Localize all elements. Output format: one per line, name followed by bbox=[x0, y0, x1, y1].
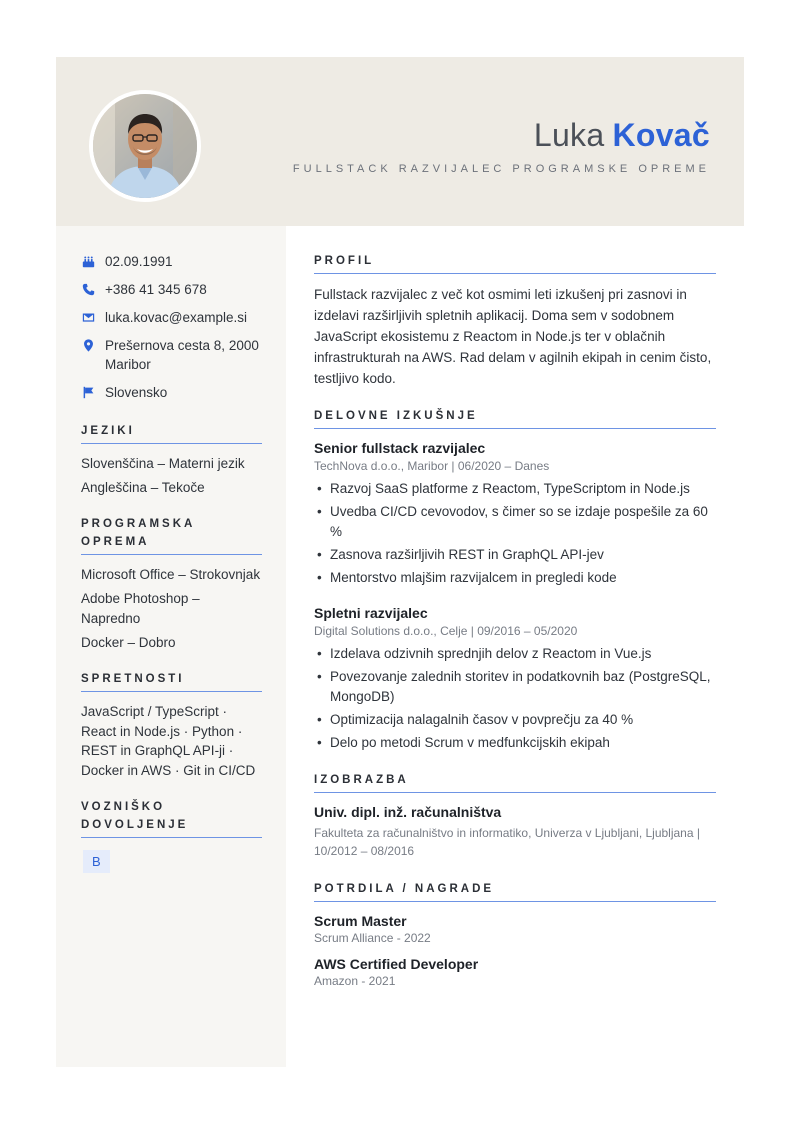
nationality-text: Slovensko bbox=[105, 385, 168, 400]
job-meta: TechNova d.o.o., Maribor | 06/2020 – Danes bbox=[314, 459, 550, 473]
software-item: Microsoft Office – Strokovnjak bbox=[81, 567, 261, 582]
experience-heading: DELOVNE IZKUŠNJE bbox=[314, 407, 716, 429]
degree-title: Univ. dipl. inž. računalništva bbox=[314, 804, 502, 820]
certificate-meta: Amazon - 2021 bbox=[314, 974, 396, 988]
job-bullet: • Delo po metodi Scrum v medfunkcijskih ekipah bbox=[314, 733, 716, 753]
job-meta: Digital Solutions d.o.o., Celje | 09/2016 – 05/2020 bbox=[314, 624, 578, 638]
job-bullets bbox=[314, 479, 716, 588]
job-entry bbox=[314, 604, 716, 753]
license-category-badge: B bbox=[83, 850, 110, 873]
sidebar bbox=[56, 226, 286, 1067]
job-bullet: • Razvoj SaaS platforme z Reactom, TypeScriptom in Node.js bbox=[314, 479, 716, 499]
job-bullets bbox=[314, 644, 716, 753]
avatar bbox=[89, 90, 201, 202]
email-text: luka.kovac@example.si bbox=[105, 310, 248, 325]
profile-text: Fullstack razvijalec z več kot osmimi leti izkušenj pri zasnovi in izdelavi razširljivih spletnih aplikacij. Doma sem v sodobnem JavaScript ekosistemu z Reactom in Node.js ter v oblačnih infrastrukturah na AWS. Rad delam v agilnih ekipah in cenim čisto, testljivo kodo. bbox=[314, 287, 712, 386]
resume-page bbox=[56, 57, 744, 1067]
certificate-entry bbox=[314, 955, 716, 989]
job-bullet: • Uvedba CI/CD cevovodov, s čimer so se izdaje pospešile za 60 % bbox=[314, 502, 716, 542]
birthday-cake-icon bbox=[81, 253, 95, 269]
software-heading: PROGRAMSKA OPREMA bbox=[81, 515, 262, 555]
skills-heading: SPRETNOSTI bbox=[81, 670, 262, 692]
flag-icon bbox=[81, 384, 95, 400]
full-name bbox=[534, 115, 710, 155]
main-content bbox=[314, 226, 716, 998]
job-subtitle: FULLSTACK RAZVIJALEC PROGRAMSKE OPREME bbox=[292, 163, 710, 175]
contact-birthdate bbox=[81, 252, 262, 271]
certificates-heading: POTRDILA / NAGRADE bbox=[314, 880, 716, 902]
contact-phone bbox=[81, 280, 262, 299]
language-item: Slovenščina – Materni jezik bbox=[81, 456, 245, 471]
job-bullet: • Mentorstvo mlajšim razvijalcem in pregledi kode bbox=[314, 568, 716, 588]
map-pin-icon bbox=[81, 337, 95, 353]
contact-email bbox=[81, 308, 262, 327]
software-item: Docker – Dobro bbox=[81, 635, 176, 650]
software-item: Adobe Photoshop – Napredno bbox=[81, 591, 200, 626]
last-name: Kovač bbox=[612, 117, 710, 153]
job-bullet: • Optimizacija nalagalnih časov v povprečju za 40 % bbox=[314, 710, 716, 730]
portrait-photo bbox=[93, 94, 197, 198]
birthdate-text: 02.09.1991 bbox=[105, 254, 173, 269]
job-bullet: • Povezovanje zalednih storitev in podatkovnih baz (PostgreSQL, MongoDB) bbox=[314, 667, 716, 707]
job-title: Senior fullstack razvijalec bbox=[314, 440, 486, 456]
contact-nationality bbox=[81, 383, 262, 402]
job-entry bbox=[314, 439, 716, 588]
contact-address bbox=[81, 336, 262, 374]
phone-text: +386 41 345 678 bbox=[105, 282, 207, 297]
address-text: Prešernova cesta 8, 2000 Maribor bbox=[105, 338, 259, 372]
license-heading: VOZNIŠKO DOVOLJENJE bbox=[81, 798, 262, 838]
education-meta: Fakulteta za računalništvo in informatiko, Univerza v Ljubljani, Ljubljana | 10/2012 – 08/2016 bbox=[314, 826, 700, 858]
certificate-title: AWS Certified Developer bbox=[314, 956, 479, 972]
header bbox=[56, 57, 744, 226]
education-entry bbox=[314, 803, 716, 860]
languages-heading: JEZIKI bbox=[81, 422, 262, 444]
language-item: Angleščina – Tekoče bbox=[81, 480, 205, 495]
job-bullet: • Izdelava odzivnih sprednjih delov z Reactom in Vue.js bbox=[314, 644, 716, 664]
phone-icon bbox=[81, 281, 95, 297]
education-heading: IZOBRAZBA bbox=[314, 771, 716, 793]
certificate-entry bbox=[314, 912, 716, 946]
certificate-title: Scrum Master bbox=[314, 913, 407, 929]
profile-heading: PROFIL bbox=[314, 252, 716, 274]
skills-text: JavaScript / TypeScript · React in Node.js · Python · REST in GraphQL API-ji · Docker in AWS · Git in CI/CD bbox=[81, 704, 256, 778]
certificate-meta: Scrum Alliance - 2022 bbox=[314, 931, 431, 945]
first-name: Luka bbox=[533, 117, 605, 153]
envelope-icon bbox=[81, 309, 95, 325]
job-bullet: • Zasnova razširljivih REST in GraphQL API-jev bbox=[314, 545, 716, 565]
job-title: Spletni razvijalec bbox=[314, 605, 428, 621]
